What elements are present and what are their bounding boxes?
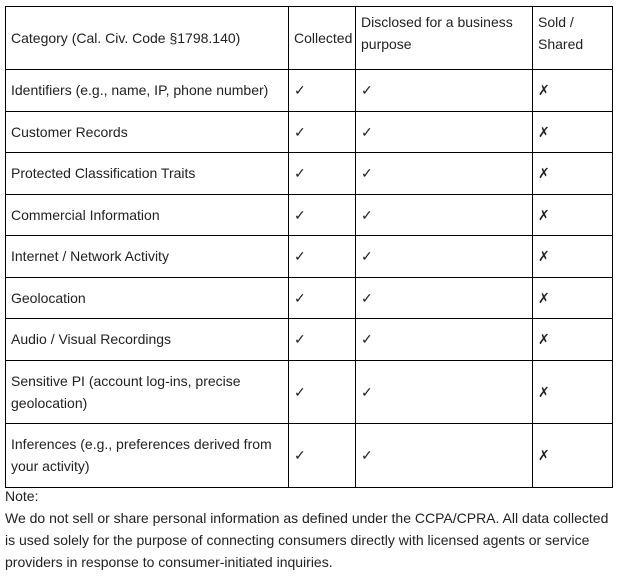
- collected-check-icon: ✓: [289, 194, 356, 236]
- table-row: [6, 277, 613, 319]
- note-label: Note:: [5, 488, 39, 504]
- sold-cross-icon: ✗: [533, 319, 613, 361]
- collected-check-icon: ✓: [289, 319, 356, 361]
- table-row: [6, 70, 613, 112]
- sold-cross-icon: ✗: [533, 111, 613, 153]
- collected-check-icon: ✓: [289, 153, 356, 195]
- table-row: [6, 194, 613, 236]
- category-cell: Sensitive PI (account log-ins, precise geolocation): [6, 360, 289, 424]
- category-cell: Protected Classification Traits: [6, 153, 289, 195]
- sold-cross-icon: ✗: [533, 153, 613, 195]
- category-cell: Internet / Network Activity: [6, 236, 289, 278]
- collected-check-icon: ✓: [289, 360, 356, 424]
- collected-check-icon: ✓: [289, 111, 356, 153]
- category-cell: Identifiers (e.g., name, IP, phone number): [6, 70, 289, 112]
- disclosed-check-icon: ✓: [356, 360, 533, 424]
- disclosed-check-icon: ✓: [356, 153, 533, 195]
- collected-check-icon: ✓: [289, 277, 356, 319]
- table-row: [6, 319, 613, 361]
- sold-cross-icon: ✗: [533, 236, 613, 278]
- header-disclosed: Disclosed for a business purpose: [356, 7, 533, 70]
- table-row: [6, 424, 613, 488]
- note-section: [5, 485, 611, 573]
- sold-cross-icon: ✗: [533, 277, 613, 319]
- collected-check-icon: ✓: [289, 424, 356, 488]
- collected-check-icon: ✓: [289, 70, 356, 112]
- disclosed-check-icon: ✓: [356, 277, 533, 319]
- table-header-row: [6, 7, 613, 70]
- ccpa-categories-table: [5, 6, 613, 488]
- table-row: [6, 153, 613, 195]
- disclosed-check-icon: ✓: [356, 70, 533, 112]
- category-cell: Customer Records: [6, 111, 289, 153]
- table-row: [6, 236, 613, 278]
- header-sold-shared: Sold / Shared: [533, 7, 613, 70]
- sold-cross-icon: ✗: [533, 424, 613, 488]
- sold-cross-icon: ✗: [533, 360, 613, 424]
- disclosed-check-icon: ✓: [356, 236, 533, 278]
- disclosed-check-icon: ✓: [356, 319, 533, 361]
- category-cell: Commercial Information: [6, 194, 289, 236]
- collected-check-icon: ✓: [289, 236, 356, 278]
- note-text: We do not sell or share personal information as defined under the CCPA/CPRA. All data collected is used solely for the purpose of connecting consumers directly with licensed agents or service providers in response to consumer-initiated inquiries.: [5, 510, 609, 570]
- table-row: [6, 360, 613, 424]
- disclosed-check-icon: ✓: [356, 424, 533, 488]
- disclosed-check-icon: ✓: [356, 194, 533, 236]
- header-collected: Collected: [289, 7, 356, 70]
- sold-cross-icon: ✗: [533, 70, 613, 112]
- disclosed-check-icon: ✓: [356, 111, 533, 153]
- header-category: Category (Cal. Civ. Code §1798.140): [6, 7, 289, 70]
- category-cell: Inferences (e.g., preferences derived from your activity): [6, 424, 289, 488]
- category-cell: Geolocation: [6, 277, 289, 319]
- table-row: [6, 111, 613, 153]
- sold-cross-icon: ✗: [533, 194, 613, 236]
- category-cell: Audio / Visual Recordings: [6, 319, 289, 361]
